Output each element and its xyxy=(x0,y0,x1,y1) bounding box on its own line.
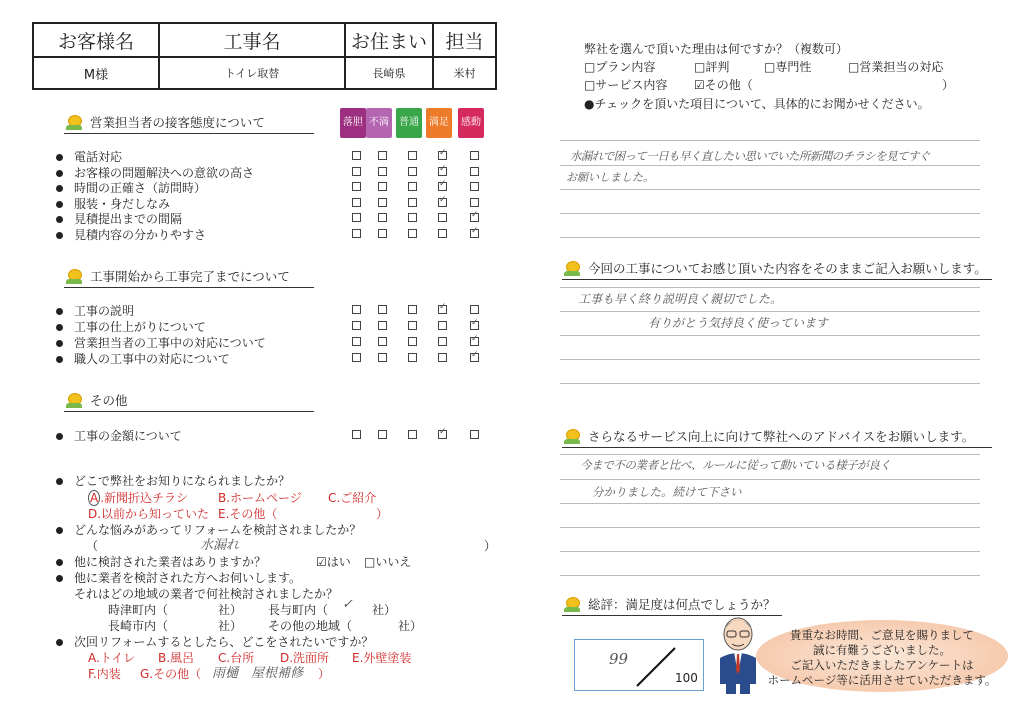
option-newspaper: A .新聞折込チラシ xyxy=(90,491,189,505)
flower-icon xyxy=(66,268,82,284)
construction-checkbox[interactable] xyxy=(408,305,417,314)
area-other-unit: 社） xyxy=(398,619,423,633)
rating-header-4: 感動 xyxy=(458,108,484,138)
reason-reputation: □評判 xyxy=(694,60,730,74)
reason-title: 弊社を選んで頂いた理由は何ですか？（複数可） xyxy=(584,42,849,56)
other-checkbox[interactable] xyxy=(378,430,387,439)
work-name: トイレ取替 xyxy=(159,57,345,89)
option-other-close: ） xyxy=(376,507,389,521)
construction-item: 工事の説明 xyxy=(56,302,134,319)
vendors-no: □いいえ xyxy=(364,555,412,569)
reason-plan: □プラン内容 xyxy=(584,60,656,74)
section-construction-title xyxy=(64,268,314,288)
construction-item: 職人の工事中の対応について xyxy=(56,350,230,367)
concern-answer: 水漏れ xyxy=(200,538,240,553)
reception-checkbox[interactable] xyxy=(352,151,361,160)
construction-checkbox[interactable] xyxy=(408,337,417,346)
ruled-line xyxy=(560,527,980,528)
advice-title-text: さらなるサービス向上に向けて弊社へのアドバイスをお願いします。 xyxy=(588,429,975,444)
construction-checkbox[interactable] xyxy=(352,353,361,362)
reform-other-answer: 雨樋 屋根補修 xyxy=(212,666,304,681)
area-nagayo-unit: 社） xyxy=(372,603,397,617)
reception-checkbox[interactable] xyxy=(438,229,447,238)
question-other-vendors: 他に検討された業者はありますか？ xyxy=(56,553,266,570)
construction-checkbox[interactable] xyxy=(408,321,417,330)
option-homepage: B.ホームページ xyxy=(218,491,302,505)
question-vendor-area-sub: それはどの地域の業者で何社検討されましたか？ xyxy=(74,587,339,601)
construction-checkbox[interactable] xyxy=(378,337,387,346)
impression-answer-line2: 有りがとう気持良く使っています xyxy=(648,316,829,330)
ruled-line xyxy=(560,551,980,552)
ruled-line xyxy=(560,503,980,504)
staff-mascot-icon xyxy=(714,614,762,696)
header-staff-label: 担当 xyxy=(433,23,496,57)
flower-icon xyxy=(564,428,580,444)
reason-answer-line1: 水漏れで困って一日も早く直したい思いでいた所新聞のチラシを見てすぐ xyxy=(570,149,930,163)
reception-item: 見積内容の分かりやすさ xyxy=(56,226,206,243)
advice-answer-line1: 今まで不の業者と比べ、ルールに従って動いている様子が良く xyxy=(580,458,891,472)
ruled-line xyxy=(560,454,980,455)
area-togitsu: 時津町内（ xyxy=(108,603,169,617)
reception-checkbox[interactable] xyxy=(352,167,361,176)
header-table xyxy=(32,22,497,90)
ruled-line xyxy=(560,189,980,190)
option-referral: C.ご紹介 xyxy=(328,491,377,505)
construction-checkbox[interactable] xyxy=(438,321,447,330)
question-next-reform: 次回リフォームするとしたら、どこをされたいですか？ xyxy=(56,633,373,650)
reason-expertise: □専門性 xyxy=(764,60,812,74)
reform-interior: F.内装 xyxy=(88,667,121,681)
advice-title xyxy=(562,428,992,448)
reason-answer-line2: お願いしました。 xyxy=(566,171,654,184)
reception-checkbox[interactable] xyxy=(470,229,479,238)
option-other: E.その他（ xyxy=(218,507,278,521)
advice-answer-line2: 分かりました。続けて下さい xyxy=(592,485,742,499)
construction-checkbox[interactable] xyxy=(438,337,447,346)
reception-checkbox[interactable] xyxy=(438,167,447,176)
ruled-line xyxy=(560,311,980,312)
section-reception-title xyxy=(64,114,314,134)
construction-item: 工事の仕上がりについて xyxy=(56,318,206,335)
flower-icon xyxy=(66,114,82,130)
impression-title-text: 今回の工事についてお感じ頂いた内容をそのままご記入お願いします。 xyxy=(588,261,987,276)
reception-checkbox[interactable] xyxy=(352,229,361,238)
reception-checkbox[interactable] xyxy=(352,213,361,222)
score-slash xyxy=(631,646,681,688)
construction-checkbox[interactable] xyxy=(470,337,479,346)
concern-close: ） xyxy=(484,539,497,553)
reception-checkbox[interactable] xyxy=(438,182,447,191)
thanks-line: ホームページ等に活用させていただきます。 xyxy=(767,673,997,687)
ruled-line xyxy=(560,165,980,166)
header-residence-label: お住まい xyxy=(345,23,433,57)
reception-checkbox[interactable] xyxy=(408,213,417,222)
reform-toilet: A.トイレ xyxy=(88,651,136,665)
reception-checkbox[interactable] xyxy=(378,151,387,160)
ruled-line xyxy=(560,237,980,238)
rating-header-3: 満足 xyxy=(426,108,452,138)
ruled-line xyxy=(560,383,980,384)
construction-checkbox[interactable] xyxy=(470,353,479,362)
reception-checkbox[interactable] xyxy=(408,182,417,191)
other-checkbox[interactable] xyxy=(408,430,417,439)
overall-title xyxy=(562,596,782,616)
reception-checkbox[interactable] xyxy=(378,213,387,222)
area-nagasaki-unit: 社） xyxy=(218,619,243,633)
reception-checkbox[interactable] xyxy=(352,198,361,207)
construction-item: 営業担当者の工事中の対応について xyxy=(56,334,266,351)
flower-icon xyxy=(66,392,82,408)
reception-checkbox[interactable] xyxy=(408,229,417,238)
construction-checkbox[interactable] xyxy=(378,321,387,330)
reception-checkbox[interactable] xyxy=(438,198,447,207)
reason-sales: □営業担当の対応 xyxy=(848,60,944,74)
reception-checkbox[interactable] xyxy=(378,229,387,238)
other-checkbox[interactable] xyxy=(352,430,361,439)
customer-name: M様 xyxy=(33,57,159,89)
area-nagayo: 長与町内（ xyxy=(268,603,329,617)
reform-other: G.その他（ xyxy=(140,667,202,681)
reception-checkbox[interactable] xyxy=(378,182,387,191)
reception-item: 電話対応 xyxy=(56,148,122,165)
option-known-before: D.以前から知っていた xyxy=(88,507,210,521)
ruled-line xyxy=(560,335,980,336)
ruled-line xyxy=(560,359,980,360)
score-value: 99 xyxy=(609,650,629,668)
staff-name: 米村 xyxy=(433,57,496,89)
area-other: その他の地域（ xyxy=(268,619,353,633)
construction-checkbox[interactable] xyxy=(438,305,447,314)
ruled-line xyxy=(560,140,980,141)
reception-checkbox[interactable] xyxy=(470,213,479,222)
construction-checkbox[interactable] xyxy=(352,321,361,330)
section-other-title xyxy=(64,392,314,412)
construction-checkbox[interactable] xyxy=(408,353,417,362)
reason-other-close: ） xyxy=(942,78,955,92)
thanks-line: ご記入いただきましたアンケートは xyxy=(790,658,974,672)
ruled-line xyxy=(560,575,980,576)
construction-checkbox[interactable] xyxy=(470,321,479,330)
construction-checkbox[interactable] xyxy=(352,305,361,314)
rating-header-0: 落胆 xyxy=(340,108,366,138)
area-togitsu-unit: 社） xyxy=(218,603,243,617)
area-nagayo-mark: ✓ xyxy=(342,597,353,612)
ruled-line xyxy=(560,213,980,214)
thanks-line: 誠に有難うございました。 xyxy=(813,643,951,657)
reception-checkbox[interactable] xyxy=(378,198,387,207)
ruled-line xyxy=(560,287,980,288)
reception-checkbox[interactable] xyxy=(438,151,447,160)
impression-title xyxy=(562,260,992,280)
impression-answer-line1: 工事も早く終り説明良く親切でした。 xyxy=(578,292,783,306)
reform-washroom: D.洗面所 xyxy=(280,651,330,665)
area-nagasaki: 長崎市内（ xyxy=(108,619,169,633)
construction-checkbox[interactable] xyxy=(438,353,447,362)
question-vendor-area: 他に業者を検討された方へお伺いします。 xyxy=(56,569,301,586)
vendors-yes: ☑はい xyxy=(316,555,351,569)
reception-item: 見積提出までの間隔 xyxy=(56,210,182,227)
reception-checkbox[interactable] xyxy=(470,151,479,160)
other-checkbox[interactable] xyxy=(470,430,479,439)
reform-bath: B.風呂 xyxy=(158,651,195,665)
question-how-found: どこで弊社をお知りになられましたか？ xyxy=(56,472,290,489)
reception-checkbox[interactable] xyxy=(470,167,479,176)
reception-item: お客様の問題解決への意欲の高さ xyxy=(56,164,254,181)
reception-checkbox[interactable] xyxy=(408,198,417,207)
thanks-line: 貴重なお時間、ご意見を賜りまして xyxy=(790,628,974,642)
reception-checkbox[interactable] xyxy=(352,182,361,191)
thanks-bubble xyxy=(756,620,1008,692)
section-title-text: 工事開始から工事完了までについて xyxy=(90,269,290,284)
construction-checkbox[interactable] xyxy=(352,337,361,346)
reform-kitchen: C.台所 xyxy=(218,651,255,665)
flower-icon xyxy=(564,260,580,276)
construction-checkbox[interactable] xyxy=(470,305,479,314)
reception-checkbox[interactable] xyxy=(470,182,479,191)
reason-other: ☑その他（ xyxy=(694,78,753,92)
score-max: 100 xyxy=(675,671,698,685)
reason-service: □サービス内容 xyxy=(584,78,668,92)
ruled-line xyxy=(560,479,980,480)
concern-open: （ xyxy=(86,539,99,553)
section-title-text: その他 xyxy=(90,393,128,408)
section-title-text: 営業担当者の接客態度について xyxy=(90,115,265,130)
other-checkbox[interactable] xyxy=(438,430,447,439)
reception-checkbox[interactable] xyxy=(438,213,447,222)
header-customer-label: お客様名 xyxy=(33,23,159,57)
construction-checkbox[interactable] xyxy=(378,305,387,314)
reason-note: ●チェックを頂いた項目について、具体的にお聞かせください。 xyxy=(584,97,930,111)
reform-exterior: E.外壁塗装 xyxy=(352,651,412,665)
header-work-label: 工事名 xyxy=(159,23,345,57)
reception-item: 時間の正確さ（訪問時） xyxy=(56,179,206,196)
other-item: 工事の金額について xyxy=(56,427,182,444)
score-box xyxy=(574,639,704,691)
construction-checkbox[interactable] xyxy=(378,353,387,362)
reform-other-close: ） xyxy=(318,667,331,681)
residence: 長崎県 xyxy=(345,57,433,89)
reception-checkbox[interactable] xyxy=(378,167,387,176)
flower-icon xyxy=(564,596,580,612)
overall-title-text: 総評：満足度は何点でしょうか？ xyxy=(588,597,776,612)
reception-checkbox[interactable] xyxy=(470,198,479,207)
question-concern: どんな悩みがあってリフォームを検討されましたか？ xyxy=(56,521,361,538)
reception-checkbox[interactable] xyxy=(408,151,417,160)
rating-header-2: 普通 xyxy=(396,108,422,138)
rating-header-1: 不満 xyxy=(366,108,392,138)
reception-item: 服装・身だしなみ xyxy=(56,195,170,212)
reception-checkbox[interactable] xyxy=(408,167,417,176)
